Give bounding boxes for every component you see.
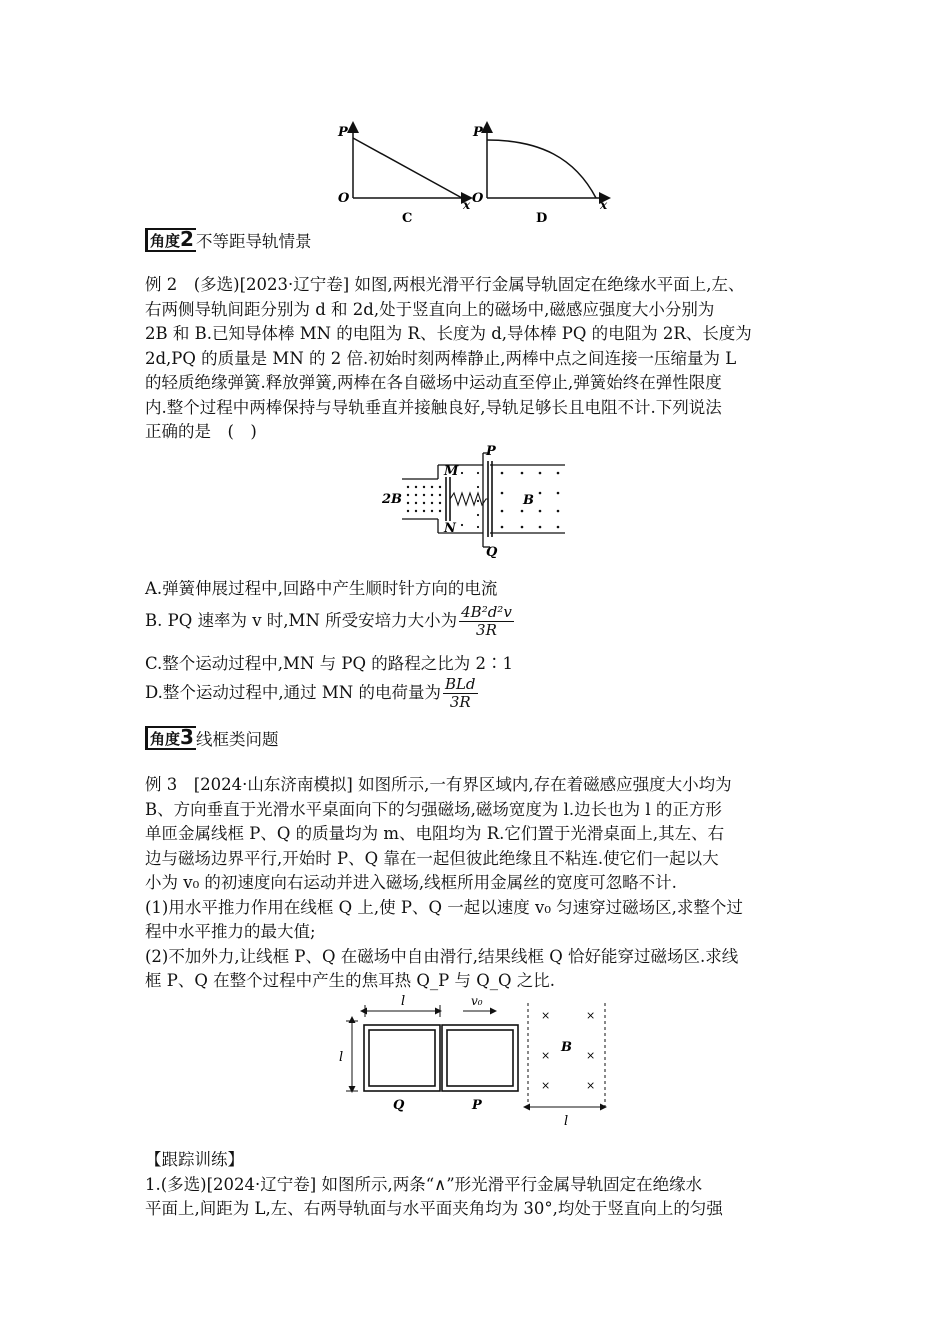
graph-d bbox=[472, 124, 608, 226]
graph-c-y-label: P bbox=[338, 125, 348, 140]
example2-line: 右两侧导轨间距分别为 d 和 2d,处于竖直向上的磁场中,磁感应强度大小分别为 bbox=[145, 299, 715, 319]
graph-d-curve bbox=[487, 140, 596, 198]
svg-text:×: × bbox=[541, 1049, 551, 1062]
example3-line: 小为 v₀ 的初速度向右运动并进入磁场,线框所用金属丝的宽度可忽略不计. bbox=[145, 873, 677, 892]
svg-text:×: × bbox=[586, 1079, 596, 1092]
tracking-title: 【跟踪训练】 bbox=[145, 1150, 244, 1169]
example2-line: 正确的是 ( ) bbox=[145, 422, 257, 441]
label-v0: v₀ bbox=[471, 994, 483, 1008]
example3-line: 边与磁场边界平行,开始时 P、Q 靠在一起但彼此绝缘且不粘连.使它们一起以大 bbox=[145, 848, 719, 868]
example2-line: 2B 和 B.已知导体棒 MN 的电阻为 R、长度为 d,导体棒 PQ 的电阻为 2R、长度为 bbox=[145, 324, 752, 343]
field-dots-left bbox=[407, 486, 441, 512]
example3-line: (2)不加外力,让线框 P、Q 在磁场中自由滑行,结果线框 Q 恰好能穿过磁场区.求线 bbox=[145, 946, 739, 966]
angle2-badge: 角度2 bbox=[145, 228, 196, 252]
graph-c bbox=[337, 124, 471, 226]
example3-line: 单匝金属线框 P、Q 的质量均为 m、电阻均为 R.它们置于光滑桌面上,其左、右 bbox=[145, 824, 725, 843]
svg-text:×: × bbox=[586, 1009, 596, 1022]
label-l-left: l bbox=[339, 1050, 344, 1065]
option-d-fraction: $\frac{\text{BLd}}{3R}$ bbox=[444, 675, 476, 711]
svg-text:×: × bbox=[586, 1049, 596, 1062]
option-b bbox=[145, 604, 514, 639]
graph-c-caption: C bbox=[402, 211, 413, 226]
example2-line: 例 2 (多选)[2023·辽宁卷] 如图,两根光滑平行金属导轨固定在绝缘水平面上,左、 bbox=[145, 275, 745, 294]
spring bbox=[450, 493, 488, 505]
example2-line: 的轻质绝缘弹簧.释放弹簧,两棒在各自磁场中运动直至停止,弹簧始终在弹性限度 bbox=[145, 373, 722, 392]
example2-line: 内.整个过程中两棒保持与导轨垂直并接触良好,导轨足够长且电阻不计.下列说法 bbox=[145, 397, 722, 417]
option-b-fraction: $\frac{\text{4B²d²v}}{3R}$ bbox=[461, 603, 512, 639]
angle3-heading bbox=[145, 726, 278, 750]
option-d-text: D.整个运动过程中,通过 MN 的电荷量为 bbox=[145, 683, 441, 702]
example2-text bbox=[145, 273, 810, 445]
option-c: C.整个运动过程中,MN 与 PQ 的路程之比为 2∶1 bbox=[145, 654, 513, 673]
label-b: B bbox=[561, 1040, 572, 1055]
example3-line: (1)用水平推力作用在线框 Q 上,使 P、Q 一起以速度 v₀ 匀速穿过磁场区,求整个过 bbox=[145, 897, 743, 917]
graph-d-x-label: x bbox=[600, 198, 608, 212]
option-d bbox=[145, 676, 478, 711]
rails-spring-figure bbox=[380, 443, 570, 558]
tracking-line: 1.(多选)[2024·辽宁卷] 如图所示,两条“∧”形光滑平行金属导轨固定在绝缘水 bbox=[145, 1174, 703, 1194]
graph-d-y-label: P bbox=[473, 125, 483, 140]
label-n: N bbox=[444, 521, 456, 536]
graph-d-caption: D bbox=[536, 211, 548, 226]
angle2-title: 不等距导轨情景 bbox=[195, 232, 312, 251]
frame-q bbox=[364, 1025, 440, 1091]
label-p: P bbox=[486, 444, 496, 459]
example3-text bbox=[145, 773, 810, 994]
graph-d-origin-label: O bbox=[472, 191, 484, 206]
example3-line: 程中水平推力的最大值; bbox=[145, 922, 316, 941]
option-b-text: B. PQ 速率为 v 时,MN 所受安培力大小为 bbox=[145, 611, 458, 630]
example2-line: 2d,PQ 的质量是 MN 的 2 倍.初始时刻两棒静止,两棒中点之间连接一压缩量为 L bbox=[145, 348, 737, 368]
label-m: M bbox=[444, 464, 459, 479]
example3-line: 例 3 [2024·山东济南模拟] 如图所示,一有界区域内,存在着磁感应强度大小均为 bbox=[145, 775, 732, 794]
graph-c-line bbox=[353, 138, 462, 198]
label-b: B bbox=[523, 493, 534, 508]
angle3-badge: 角度3 bbox=[145, 726, 196, 750]
angle3-title: 线框类问题 bbox=[195, 730, 279, 749]
svg-text:×: × bbox=[541, 1079, 551, 1092]
svg-text:×: × bbox=[541, 1009, 551, 1022]
frame-p bbox=[442, 1025, 518, 1091]
option-a: A.弹簧伸展过程中,回路中产生顺时针方向的电流 bbox=[145, 579, 498, 598]
label-q: Q bbox=[393, 1098, 405, 1113]
graph-c-x-label: x bbox=[463, 198, 471, 212]
example3-line: 框 P、Q 在整个过程中产生的焦耳热 Q_P 与 Q_Q 之比. bbox=[145, 971, 556, 990]
pos-graphs-figure bbox=[330, 118, 620, 230]
graph-c-origin-label: O bbox=[338, 191, 350, 206]
label-p: P bbox=[472, 1098, 482, 1113]
frames-figure bbox=[335, 993, 615, 1133]
angle2-heading bbox=[145, 228, 311, 252]
tracking-line: 平面上,间距为 L,左、右两导轨面与水平面夹角均为 30°,均处于竖直向上的匀强 bbox=[145, 1199, 723, 1218]
label-l-bottom: l bbox=[564, 1114, 569, 1129]
label-2b: 2B bbox=[382, 492, 403, 507]
label-q: Q bbox=[486, 545, 498, 558]
tracking-section bbox=[145, 1148, 810, 1222]
example3-line: B、方向垂直于光滑水平桌面向下的匀强磁场,磁场宽度为 l.边长也为 l 的正方形 bbox=[145, 799, 722, 819]
label-l-top: l bbox=[401, 994, 406, 1009]
